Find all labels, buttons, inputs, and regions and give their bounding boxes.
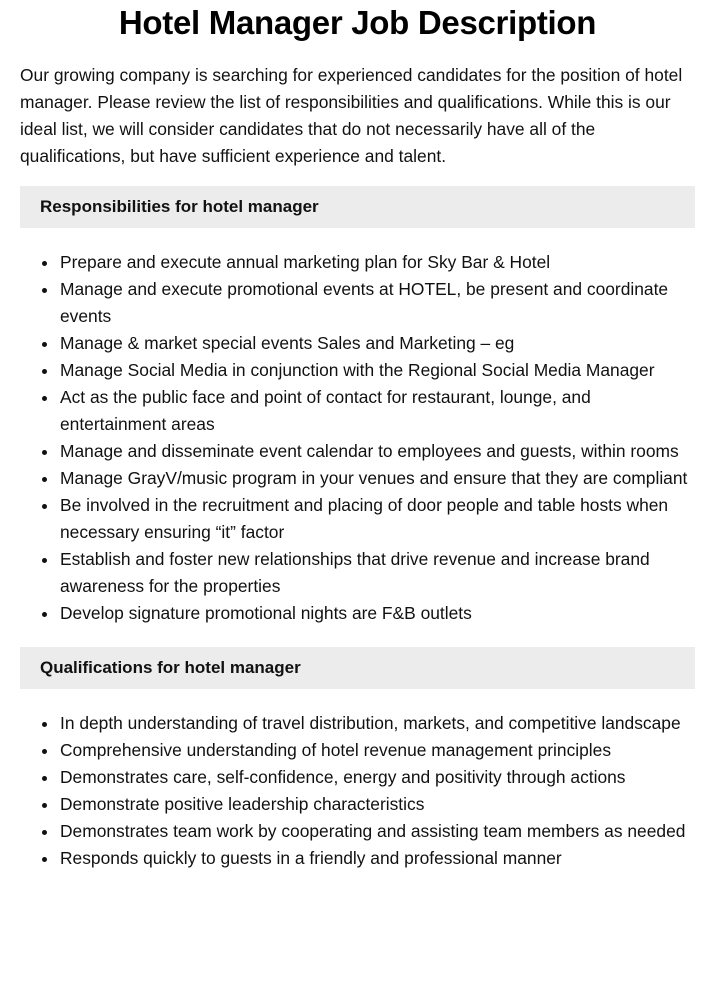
responsibilities-heading: Responsibilities for hotel manager bbox=[20, 186, 695, 228]
intro-paragraph: Our growing company is searching for experienced candidates for the position of hotel manager. Please review the list of responsibilities and qualifications. While this is our ideal list, we will consider candidates that do not necessarily have all of the qualifications, but have sufficient experience and talent. bbox=[20, 65, 683, 166]
qualification-item: In depth understanding of travel distribution, markets, and competitive landscape bbox=[60, 710, 695, 737]
responsibility-item: Manage & market special events Sales and Marketing – eg bbox=[60, 330, 695, 357]
qualification-item: Responds quickly to guests in a friendly and professional manner bbox=[60, 845, 695, 872]
responsibility-item: Manage and disseminate event calendar to employees and guests, within rooms bbox=[60, 438, 695, 465]
qualification-item: Demonstrates team work by cooperating and assisting team members as needed bbox=[60, 818, 695, 845]
qualification-item: Comprehensive understanding of hotel revenue management principles bbox=[60, 737, 695, 764]
responsibility-item: Manage Social Media in conjunction with the Regional Social Media Manager bbox=[60, 357, 695, 384]
qualification-item: Demonstrates care, self-confidence, energy and positivity through actions bbox=[60, 764, 695, 791]
responsibilities-list bbox=[20, 249, 695, 627]
responsibility-item: Manage GrayV/music program in your venues and ensure that they are compliant bbox=[60, 465, 695, 492]
qualification-item: Demonstrate positive leadership characteristics bbox=[60, 791, 695, 818]
responsibility-item: Be involved in the recruitment and placing of door people and table hosts when necessary ensuring “it” factor bbox=[60, 492, 695, 546]
qualifications-heading: Qualifications for hotel manager bbox=[20, 647, 695, 689]
qualifications-list bbox=[20, 710, 695, 872]
responsibility-item: Act as the public face and point of contact for restaurant, lounge, and entertainment areas bbox=[60, 384, 695, 438]
responsibility-item: Establish and foster new relationships that drive revenue and increase brand awareness for the properties bbox=[60, 546, 695, 600]
responsibility-item: Prepare and execute annual marketing plan for Sky Bar & Hotel bbox=[60, 249, 695, 276]
responsibility-item: Manage and execute promotional events at HOTEL, be present and coordinate events bbox=[60, 276, 695, 330]
responsibility-item: Develop signature promotional nights are F&B outlets bbox=[60, 600, 695, 627]
page-title: Hotel Manager Job Description bbox=[118, 4, 597, 41]
